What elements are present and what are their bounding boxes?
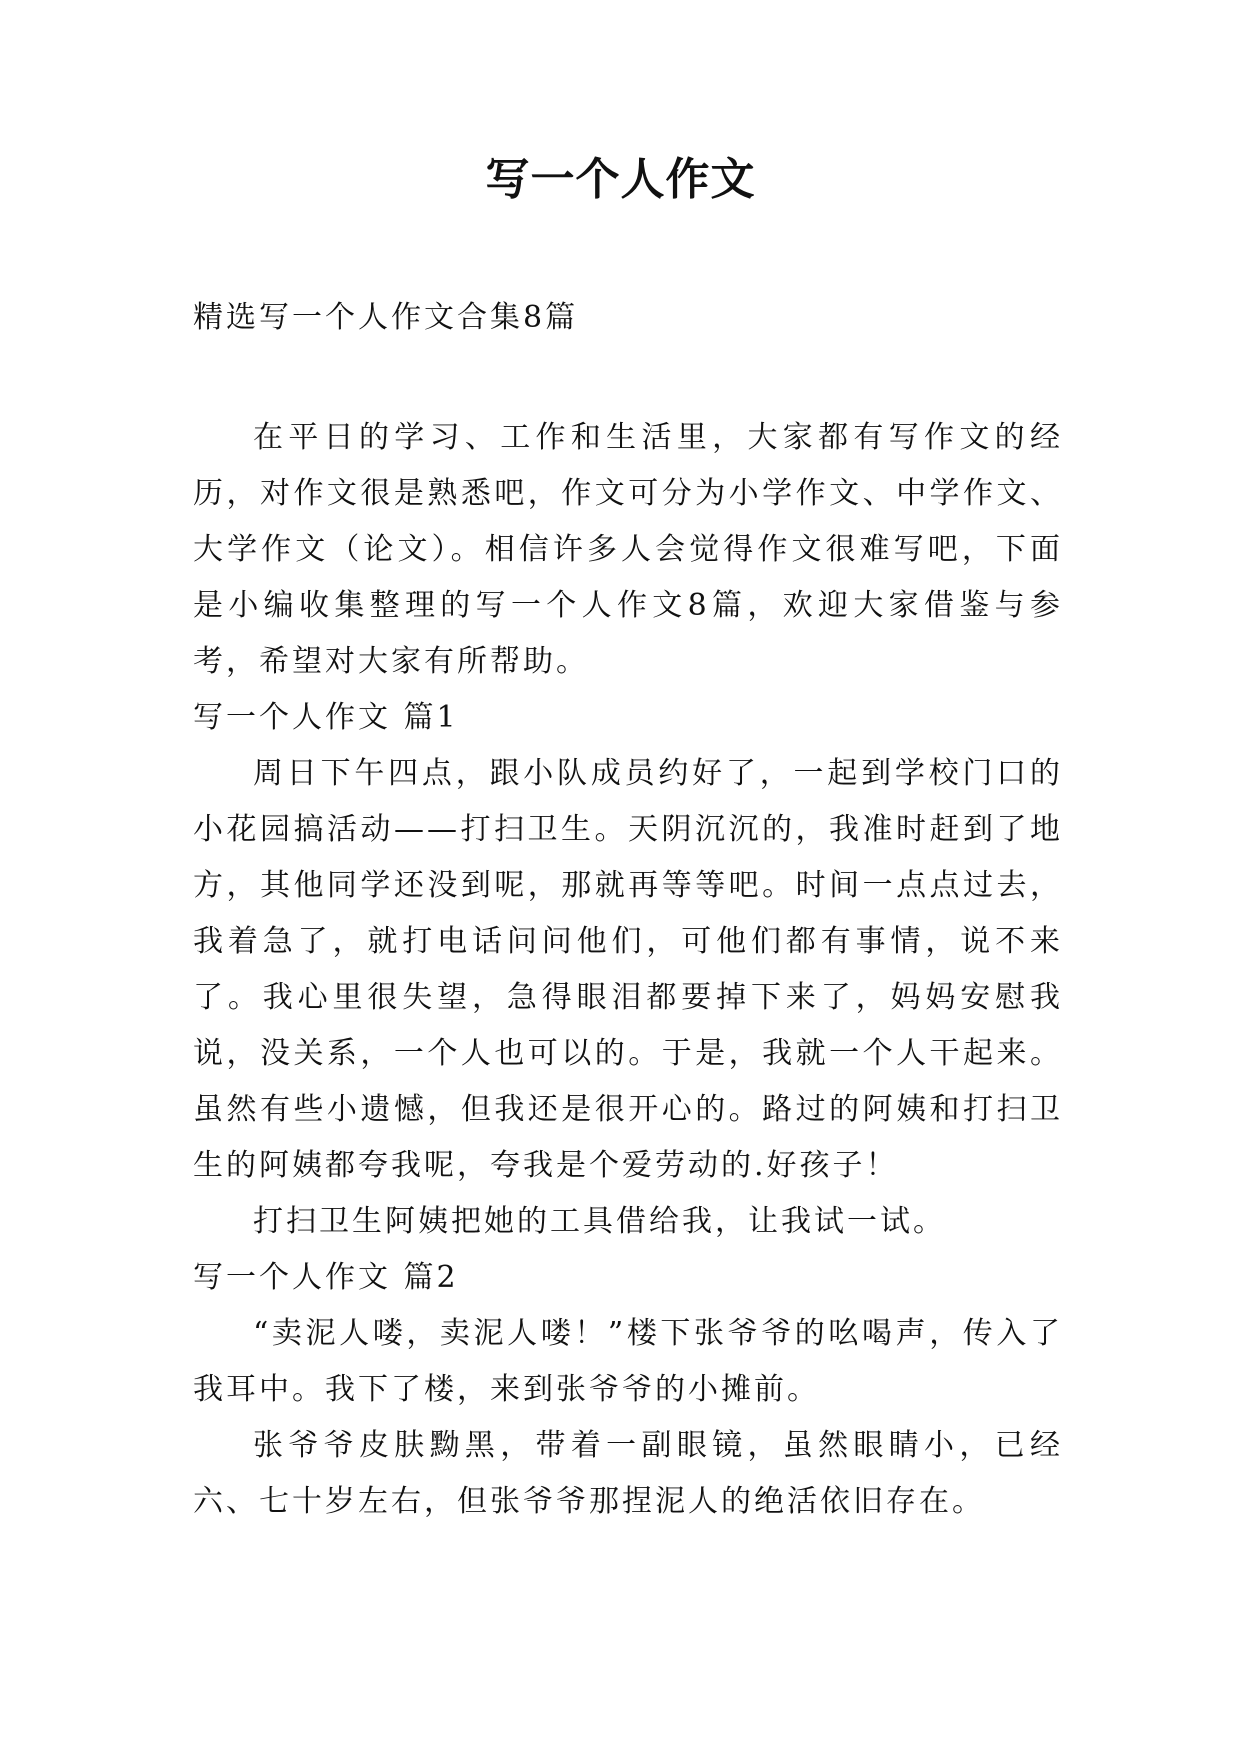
section-heading-1: 写一个人作文 篇1 (193, 700, 459, 735)
document-subtitle: 精选写一个人作文合集8篇 (193, 300, 579, 335)
document-title: 写一个人作文 (485, 154, 756, 205)
section-heading-2: 写一个人作文 篇2 (193, 1260, 459, 1295)
intro-paragraph: 在平日的学习、工作和生活里，大家都有写作文的经历，对作文很是熟悉吧，作文可分为小学作文、中学作文、大学作文（论文）。相信许多人会觉得作文很难写吧，下面是小编收集整理的写一个人作文8篇，欢迎大家借鉴与参考，希望对大家有所帮助。 (193, 420, 1063, 679)
section-1-paragraph-2: 打扫卫生阿姨把她的工具借给我，让我试一试。 (253, 1204, 946, 1239)
section-2-paragraph-2: 张爷爷皮肤黝黑，带着一副眼镜，虽然眼睛小，已经六、七十岁左右，但张爷爷那捏泥人的绝活依旧存在。 (193, 1428, 1063, 1519)
section-2-paragraph-1: “卖泥人喽，卖泥人喽！”楼下张爷爷的吆喝声，传入了我耳中。我下了楼，来到张爷爷的小摊前。 (193, 1316, 1063, 1407)
section-1-paragraph-1: 周日下午四点，跟小队成员约好了，一起到学校门口的小花园搞活动——打扫卫生。天阴沉沉的，我准时赶到了地方，其他同学还没到呢，那就再等等吧。时间一点点过去，我着急了，就打电话问问他们，可他们都有事情，说不来了。我心里很失望，急得眼泪都要掉下来了，妈妈安慰我说，没关系，一个人也可以的。于是，我就一个人干起来。虽然有些小遗憾，但我还是很开心的。路过的阿姨和打扫卫生的阿姨都夸我呢，夸我是个爱劳动的.好孩子！ (193, 756, 1063, 1183)
document-body (193, 290, 1063, 1530)
